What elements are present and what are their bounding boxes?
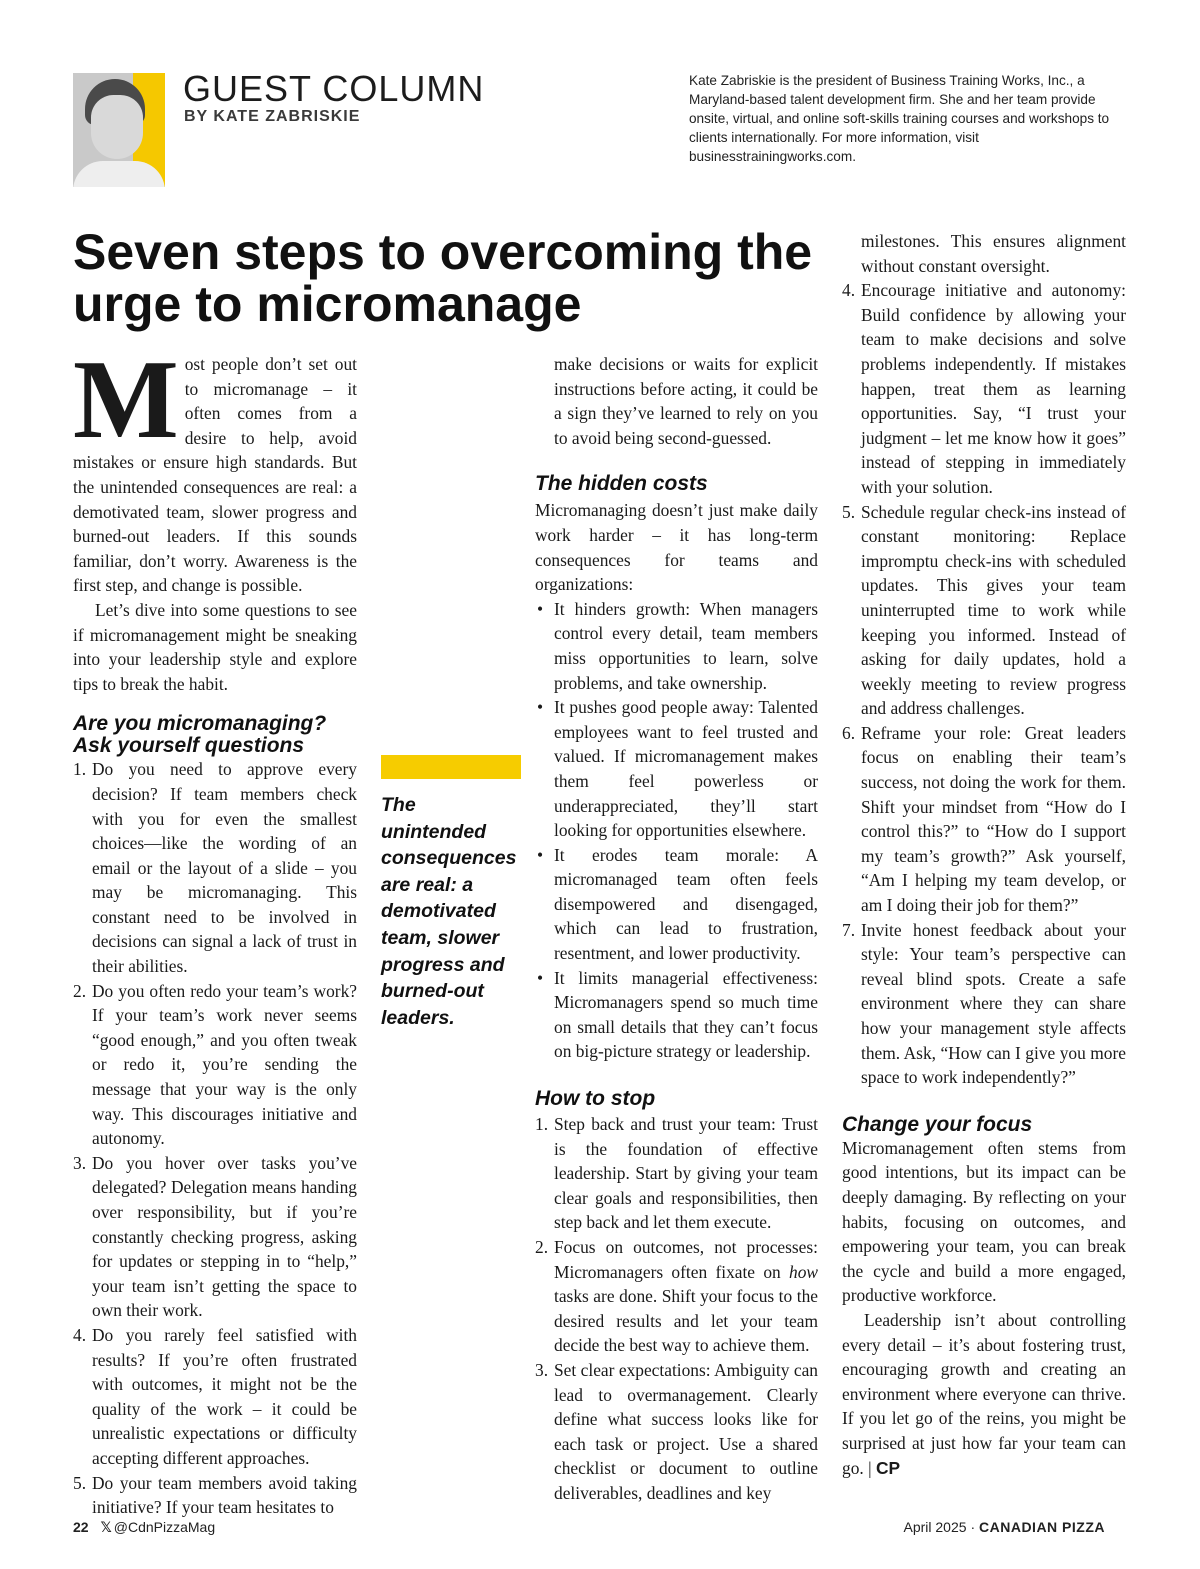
page-number: 22 (73, 1519, 89, 1535)
questions-list (73, 757, 357, 1519)
list-item: 5. Do your team members avoid taking initiative? If your team hesitates to (73, 1472, 357, 1518)
section-heading-hidden-costs: The hidden costs (535, 472, 708, 496)
list-item: 4. Encourage initiative and autonomy: Build confidence by allowing your team to make decisions and solve problems independently. If mistakes happen, treat them as learning opportunities. Say, “I trust your judgment – let me know how it goes” instead of stepping in immediately with your solution. (842, 280, 1126, 497)
list-item-continuation: make decisions or waits for explicit instructions before acting, it could be a sign they’ve learned to rely on you to avoid being second-guessed. (554, 354, 818, 448)
column-label: GUEST COLUMN (183, 68, 485, 109)
issue-date: April 2025 (903, 1519, 967, 1535)
list-item: • It hinders growth: When managers control every detail, team members miss opportunities to learn, solve problems, and take ownership. (537, 598, 818, 693)
drop-cap: M (73, 338, 179, 462)
article-column-1 (73, 338, 357, 1520)
article-column-3 (842, 229, 1126, 1480)
section-heading-how-to-stop: How to stop (535, 1087, 656, 1111)
x-icon: 𝕏 (100, 1519, 112, 1535)
list-item: 1. Do you need to approve every decision? If team members check with you for even the smallest choices—like the wording of an email or the layout of a slide – you may be micromanaging. This constant need to be involved in decisions can signal a lack of trust in their abilities. (73, 759, 357, 977)
article-column-2 (535, 352, 818, 1506)
intro-paragraph-1: Most people don’t set out to micromanage – it often comes from a desire to help, avoid mistakes or ensure high standards. But the unintended consequences are real: a demotivated team, slower progress and burned-out leaders. If this sounds familiar, don’t worry. Awareness is the first step, and change is possible. (73, 338, 357, 596)
hidden-costs-list (535, 597, 818, 1064)
section-heading-change-focus: Change your focus (842, 1112, 1033, 1136)
list-item: 2. Focus on outcomes, not processes: Micromanagers often fixate on how tasks are done. Shift your focus to the desired results and let your team decide the best way to achieve them. (535, 1237, 818, 1356)
steps-list (535, 1112, 818, 1506)
list-item: • It limits managerial effectiveness: Micromanagers spend so much time on small details that they can’t focus on big-picture strategy or leadership. (537, 967, 818, 1062)
footer-left (73, 1519, 215, 1536)
list-item-continuation: milestones. This ensures alignment without constant oversight. (861, 231, 1126, 276)
list-item: • It pushes good people away: Talented employees want to feel trusted and valued. If micromanagement makes them feel powerless or underappreciated, they’ll start looking for opportunities elsewhere. (537, 697, 818, 841)
pull-quote: The unintended consequences are real: a demotivated team, slower progress and burned-out leaders. (381, 794, 517, 1029)
section-heading-questions: Are you micromanaging? Ask yourself questions (73, 712, 327, 758)
list-item: 2. Do you often redo your team’s work? If your team’s work never seems “good enough,” and you often tweak or redo it, you’re sending the message that your way is the only way. This discourages initiative and autonomy. (73, 980, 357, 1149)
steps-list-continued (842, 278, 1126, 1090)
byline: BY KATE ZABRISKIE (184, 108, 361, 125)
footer-right (904, 1519, 1106, 1535)
list-item: 1. Step back and trust your team: Trust is the foundation of effective leadership. Start by giving your team clear goals and responsibilities, then step back and let them execute. (535, 1114, 818, 1233)
hidden-costs-intro: Micromanaging doesn’t just make daily work harder – it has long-term consequences for teams and organizations: (535, 500, 818, 595)
list-item: 5. Schedule regular check-ins instead of constant monitoring: Replace impromptu check-ins with scheduled updates. This gives your team uninterrupted time to work while keeping you informed. Instead of asking for daily updates, hold a weekly meeting to review progress and address challenges. (842, 501, 1126, 719)
list-item: 7. Invite honest feedback about your style: Your team’s perspective can reveal blind spots. Create a safe environment where they can share how your management style affects them. Ask, “How can I give you more space to work independently?” (842, 919, 1126, 1088)
list-item: • It erodes team morale: A micromanaged team often feels disempowered and disengaged, which can lead to frustration, resentment, and lower productivity. (537, 844, 818, 964)
list-item: 3. Do you hover over tasks you’ve delegated? Delegation means handing over responsibility, but if you’re constantly checking progress, asking for updates or stepping in to “help,” your team isn’t getting the space to own their work. (73, 1152, 357, 1321)
end-mark: CP (875, 1457, 901, 1478)
list-item: 6. Reframe your role: Great leaders focus on enabling their team’s success, not doing the work for them. Shift your mindset from “How do I control this?” to “How do I support my team’s growth?” Ask yourself, “Am I helping my team develop, or am I doing their job for them?” (842, 722, 1126, 916)
footer-separator: · (970, 1519, 976, 1535)
pull-quote-bar (381, 755, 521, 779)
focus-paragraph-2: Leadership isn’t about controlling every detail – it’s about fostering trust, encouraging growth and creating an environment where everyone can thrive. If you let go of the reins, you might be surprised at just how far your team can go. | CP (842, 1309, 1126, 1478)
focus-paragraph-1: Micromanagement often stems from good intentions, but its impact can be deeply damaging. By reflecting on your habits, focusing on outcomes, and empowering your team, you can break the cycle and build a more engaged, productive workforce. (842, 1137, 1126, 1306)
author-bio: Kate Zabriskie is the president of Business Training Works, Inc., a Maryland-based talent development firm. She and her team provide onsite, virtual, and online soft-skills training courses and workshops to clients internationally. For more information, visit businesstrainingworks.com. (689, 73, 1110, 164)
article-title: Seven steps to overcoming the urge to micromanage (73, 224, 813, 332)
list-item: 3. Set clear expectations: Ambiguity can lead to overmanagement. Clearly define what success looks like for each task or project. Use a shared checklist or document to outline deliverables, deadlines and key (535, 1359, 818, 1503)
intro-paragraph-2: Let’s dive into some questions to see if micromanagement might be sneaking into your leadership style and explore tips to break the habit. (73, 599, 357, 694)
author-photo (73, 73, 165, 187)
magazine-name: CANADIAN PIZZA (979, 1519, 1105, 1535)
social-handle[interactable]: @CdnPizzaMag (113, 1519, 216, 1535)
list-item: 4. Do you rarely feel satisfied with results? If you’re often frustrated with outcomes, it might not be the quality of the work – it could be unrealistic expectations or difficulty accepting different approaches. (73, 1324, 357, 1468)
